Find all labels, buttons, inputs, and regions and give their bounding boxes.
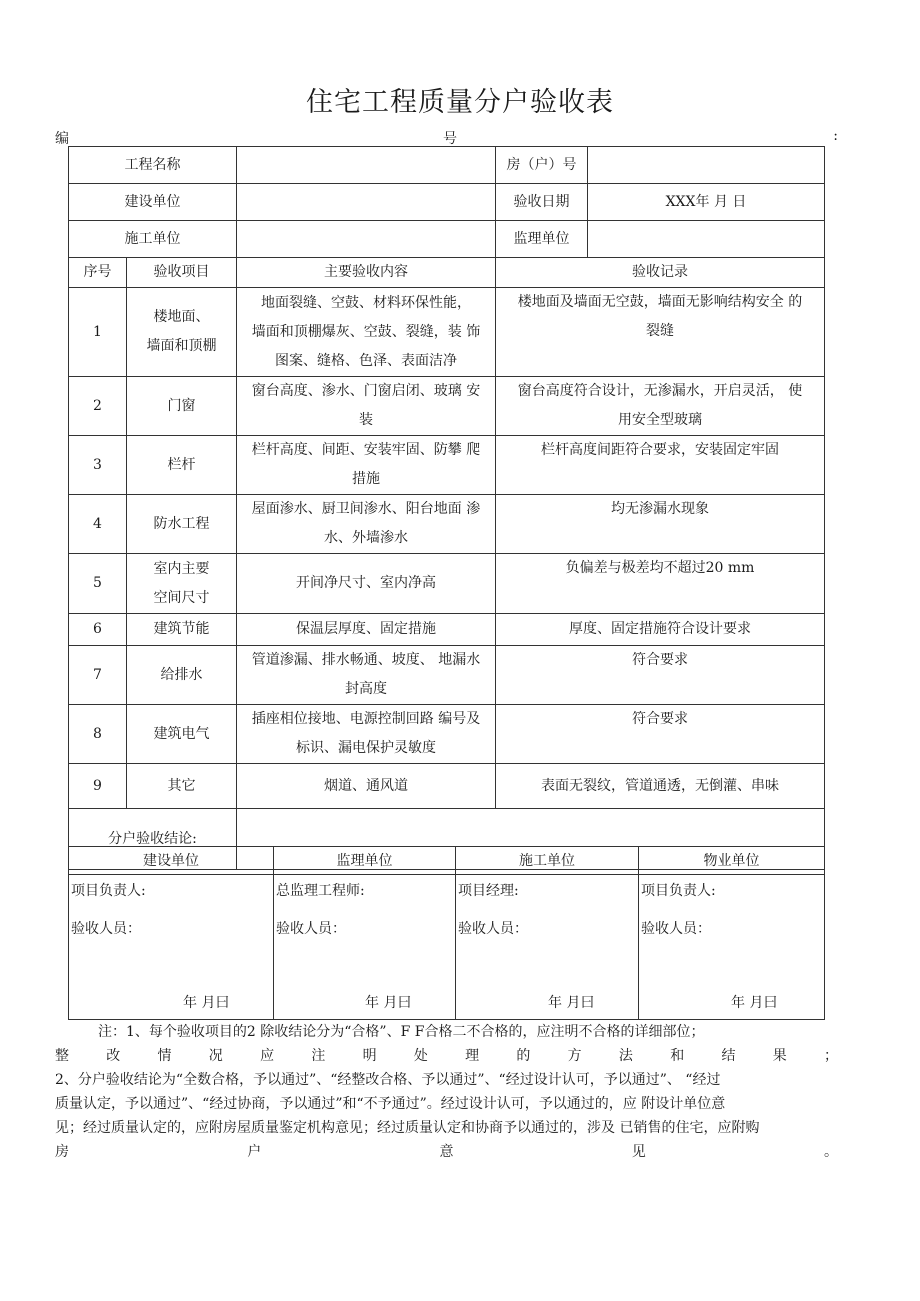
note-char: 。 bbox=[824, 1144, 838, 1160]
serial-number-row bbox=[55, 128, 838, 146]
note-line-3: 2、分户验收结论为“全数合格，予以通过”、“经整改合格、予以通过”、“经过设计认可，予以通过”、 “经过 bbox=[55, 1072, 721, 1088]
note-line-4: 质量认定，予以通过”、“经过协商，予以通过”和“不予通过”。经过设计认可，予以通过的，应 附设计单位意 bbox=[55, 1096, 726, 1112]
signer-role: 项目经理: bbox=[458, 883, 519, 899]
row-item: 栏杆 bbox=[127, 436, 237, 495]
note-char: 理 bbox=[465, 1048, 480, 1064]
row-record[interactable]: 厚度、固定措施符合设计要求 bbox=[496, 614, 825, 646]
row-item: 门窗 bbox=[127, 377, 237, 436]
row-record[interactable]: 窗台高度符合设计，无渗漏水，开启灵活， 使 用安全型玻璃 bbox=[496, 377, 825, 436]
builder-field[interactable] bbox=[237, 184, 496, 221]
note-char: 改 bbox=[106, 1048, 121, 1064]
project-name-field[interactable] bbox=[237, 147, 496, 184]
table-row bbox=[69, 764, 825, 809]
note-line-6 bbox=[55, 1140, 838, 1164]
header-content: 主要验收内容 bbox=[237, 258, 496, 288]
table-row bbox=[69, 705, 825, 764]
table-row bbox=[69, 495, 825, 554]
row-no: 9 bbox=[69, 764, 127, 809]
note-char: 的 bbox=[516, 1048, 531, 1064]
row-item: 防水工程 bbox=[127, 495, 237, 554]
project-name-label: 工程名称 bbox=[69, 147, 237, 184]
note-char: 注 bbox=[311, 1048, 326, 1064]
row-no: 2 bbox=[69, 377, 127, 436]
signer-role: 项目负责人: bbox=[641, 883, 716, 899]
row-item: 建筑电气 bbox=[127, 705, 237, 764]
builder-label: 建设单位 bbox=[69, 184, 237, 221]
row-record[interactable]: 均无渗漏水现象 bbox=[496, 495, 825, 554]
table-row bbox=[69, 614, 825, 646]
conclusion-label: 分户验收结论: bbox=[69, 809, 237, 870]
row-record[interactable]: 表面无裂纹，管道通透，无倒灌、串味 bbox=[496, 764, 825, 809]
header-no: 序号 bbox=[69, 258, 127, 288]
row-no: 6 bbox=[69, 614, 127, 646]
sign-date: 年 月曰 bbox=[548, 995, 595, 1011]
row-no: 1 bbox=[69, 288, 127, 377]
row-content: 管道渗漏、排水畅通、坡度、 地漏水 封高度 bbox=[237, 646, 496, 705]
note-line-1: 注：1、每个验收项目的2 除收结论分为“合格”、F F合格二不合格的，应注明不合格的详细部位； bbox=[98, 1024, 705, 1040]
note-char: 房 bbox=[55, 1144, 69, 1160]
serial-label-char-1: 编 bbox=[55, 131, 69, 147]
supervisor-label: 监理单位 bbox=[496, 221, 588, 258]
note-line-5: 见；经过质量认定的，应附房屋质量鉴定机构意见；经过质量认定和协商予以通过的，涉及 已销售的住宅，应附购 bbox=[55, 1120, 760, 1136]
serial-label-char-2: 号 bbox=[443, 131, 457, 147]
row-content: 保温层厚度、固定措施 bbox=[237, 614, 496, 646]
info-row-project bbox=[69, 147, 825, 184]
signature-table bbox=[68, 846, 825, 1020]
note-char: 法 bbox=[618, 1048, 633, 1064]
note-char: 况 bbox=[208, 1048, 223, 1064]
note-char: 处 bbox=[413, 1048, 428, 1064]
row-content: 屋面渗水、厨卫间渗水、阳台地面 渗 水、外墙渗水 bbox=[237, 495, 496, 554]
row-content: 开间净尺寸、室内净高 bbox=[237, 554, 496, 614]
signer-role: 项目负责人: bbox=[71, 883, 146, 899]
sign-unit-constructor: 施工单位 bbox=[456, 847, 639, 875]
table-header-row bbox=[69, 258, 825, 288]
inspector-label: 验收人员： bbox=[71, 921, 141, 937]
info-row-constructor bbox=[69, 221, 825, 258]
signature-header-row bbox=[69, 847, 825, 875]
note-char: 意 bbox=[439, 1144, 454, 1160]
note-char: 应 bbox=[260, 1048, 275, 1064]
note-char: 明 bbox=[362, 1048, 377, 1064]
house-no-label: 房（户）号 bbox=[496, 147, 588, 184]
inspection-date-field[interactable]: XXX年 月 日 bbox=[588, 184, 825, 221]
notes-section bbox=[55, 1020, 838, 1164]
header-item: 验收项目 bbox=[127, 258, 237, 288]
row-content: 烟道、通风道 bbox=[237, 764, 496, 809]
sign-date: 年 月曰 bbox=[365, 995, 412, 1011]
row-no: 7 bbox=[69, 646, 127, 705]
inspection-date-label: 验收日期 bbox=[496, 184, 588, 221]
sign-cell-supervisor[interactable] bbox=[274, 875, 456, 1020]
table-row bbox=[69, 554, 825, 614]
sign-date: 年 月曰 bbox=[731, 995, 778, 1011]
row-content: 插座相位接地、电源控制回路 编号及 标识、漏电保护灵敏度 bbox=[237, 705, 496, 764]
row-content: 地面裂缝、空鼓、材料环保性能， 墙面和顶棚爆灰、空鼓、裂缝，装 饰 图案、缝格、色泽、表面洁净 bbox=[237, 288, 496, 377]
sign-cell-builder[interactable] bbox=[69, 875, 274, 1020]
row-item: 楼地面、 墙面和顶棚 bbox=[127, 288, 237, 377]
row-no: 4 bbox=[69, 495, 127, 554]
note-char: 结 bbox=[721, 1048, 736, 1064]
row-no: 3 bbox=[69, 436, 127, 495]
row-record[interactable]: 负偏差与极差均不超过20 mm bbox=[496, 554, 825, 614]
note-char: 整 bbox=[55, 1048, 69, 1064]
row-record[interactable]: 符合要求 bbox=[496, 646, 825, 705]
signer-role: 总监理工程师: bbox=[276, 883, 365, 899]
inspection-table bbox=[68, 146, 825, 870]
house-no-field[interactable] bbox=[588, 147, 825, 184]
sign-unit-property: 物业单位 bbox=[639, 847, 825, 875]
note-char: 和 bbox=[670, 1048, 685, 1064]
row-item: 其它 bbox=[127, 764, 237, 809]
row-record[interactable]: 楼地面及墙面无空鼓，墙面无影响结构安全 的 裂缝 bbox=[496, 288, 825, 377]
inspector-label: 验收人员： bbox=[458, 921, 528, 937]
note-char: 方 bbox=[567, 1048, 582, 1064]
signature-body-row bbox=[69, 875, 825, 1020]
inspector-label: 验收人员： bbox=[276, 921, 346, 937]
row-content: 栏杆高度、间距、安装牢固、防攀 爬 措施 bbox=[237, 436, 496, 495]
row-no: 5 bbox=[69, 554, 127, 614]
row-record[interactable]: 栏杆高度间距符合要求，安装固定牢固 bbox=[496, 436, 825, 495]
table-row bbox=[69, 288, 825, 377]
table-row bbox=[69, 436, 825, 495]
sign-cell-constructor[interactable] bbox=[456, 875, 639, 1020]
row-no: 8 bbox=[69, 705, 127, 764]
constructor-label: 施工单位 bbox=[69, 221, 237, 258]
page-title: 住宅工程质量分户验收表 bbox=[306, 87, 614, 118]
note-line-2 bbox=[55, 1044, 838, 1068]
header-record: 验收记录 bbox=[496, 258, 825, 288]
supervisor-field[interactable] bbox=[588, 221, 825, 258]
note-char: 见 bbox=[631, 1144, 646, 1160]
inspector-label: 验收人员： bbox=[641, 921, 711, 937]
sign-cell-property[interactable] bbox=[639, 875, 825, 1020]
note-char: ； bbox=[823, 1048, 838, 1064]
constructor-field[interactable] bbox=[237, 221, 496, 258]
serial-colon: : bbox=[833, 128, 838, 144]
row-content: 窗台高度、渗水、门窗启闭、玻璃 安 装 bbox=[237, 377, 496, 436]
table-row bbox=[69, 377, 825, 436]
note-char: 情 bbox=[157, 1048, 172, 1064]
note-char: 户 bbox=[247, 1144, 262, 1160]
sign-unit-supervisor: 监理单位 bbox=[274, 847, 456, 875]
row-item: 室内主要 空间尺寸 bbox=[127, 554, 237, 614]
table-row bbox=[69, 646, 825, 705]
note-char: 果 bbox=[772, 1048, 787, 1064]
sign-unit-builder: 建设单位 bbox=[69, 847, 274, 875]
sign-date: 年 月曰 bbox=[183, 995, 230, 1011]
row-item: 给排水 bbox=[127, 646, 237, 705]
info-row-builder bbox=[69, 184, 825, 221]
row-item: 建筑节能 bbox=[127, 614, 237, 646]
row-record[interactable]: 符合要求 bbox=[496, 705, 825, 764]
